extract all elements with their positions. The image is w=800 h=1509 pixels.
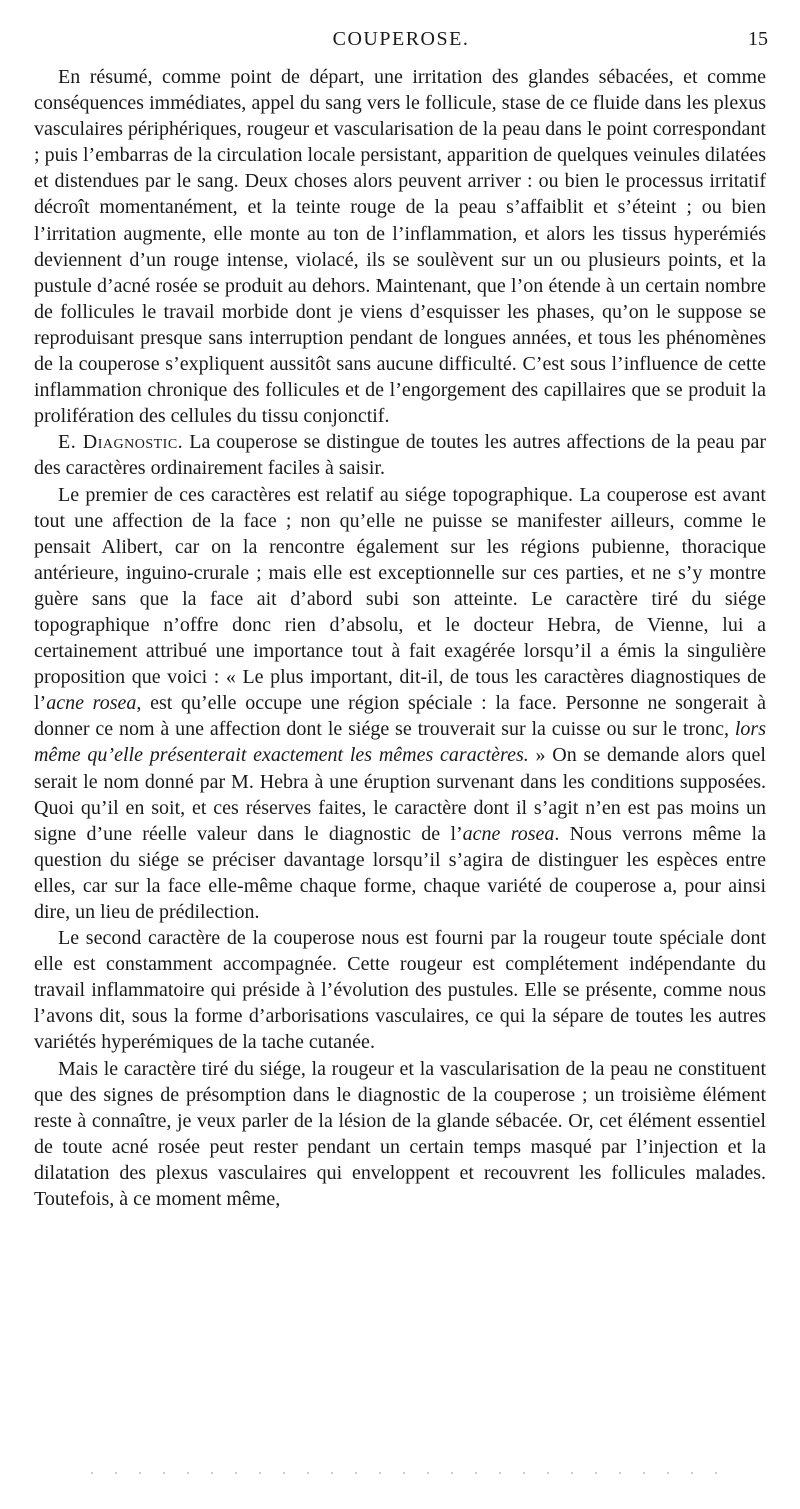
running-head: COUPEROSE.	[332, 28, 470, 50]
section-label: E. Diagnostic.	[58, 431, 184, 454]
italic-term: acne rosea	[46, 692, 137, 715]
paragraph-diagnostic	[34, 429, 766, 481]
page-number: 15	[748, 28, 768, 50]
paragraph-gland-lesion: Mais le caractère tiré du siége, la rougeur et la vascularisation de la peau ne constituent que des signes de présomption dans le diagnostic de la couperose ; un troisième élément reste à connaître, je veux parler de la lésion de la glande sébacée. Or, cet élément essentiel de toute acné rosée peut rester pendant un certain temps masqué par l’injection et la dilatation des plexus vasculaires qui enveloppent et recouvrent les follicules malades. Toutefois, à ce moment même,	[34, 1057, 766, 1211]
body-text	[34, 64, 766, 1212]
paragraph-text: . Nous verrons même la question du siége se préciser davantage lorsqu’il s’agira de distinguer les espèces entre elles, car sur la face elle-même chaque forme, chaque variété de couperose a, pour ainsi dire, un lieu de prédilection.	[34, 822, 766, 923]
scan-specks	[80, 1470, 720, 1476]
paragraph-redness: Le second caractère de la couperose nous est fourni par la rougeur toute spéciale dont elle est constamment accompagnée. Cette rougeur est complétement indépendante du travail inflammatoire qui préside à l’évolution des pustules. Elle se présente, comme nous l’avons dit, sous la forme d’arborisations vasculaires, ce qui la sépare de toutes les autres variétés hyperémiques de la tache cutanée.	[34, 927, 766, 1054]
page-header	[34, 28, 768, 58]
paragraph-text: Le premier de ces caractères est relatif au siége topographique. La couperose est avant tout une affection de la face ; non qu’elle ne puisse se manifester ailleurs, comme le pensait Alibert, car on la rencontre également sur les régions pubienne, thoracique antérieure, inguino-crurale ; mais elle est exceptionnelle sur ces parties, et ne s’y montre guère sans que la face ait d’abord subi son atteinte. Le caractère tiré du siége topographique n’offre donc rien d’absolu, et le docteur Hebra, de Vienne, lui a certainement attribué une importance tout à fait exagérée lorsqu’il a émis la singulière proposition que voici : « Le plus important, dit-il, de tous les caractères diagnostiques de l’	[34, 483, 766, 715]
italic-quote: lors même qu’elle présenterait exactement les mêmes caractères.	[34, 718, 766, 767]
paragraph-text: La couperose se distingue de toutes les autres affections de la peau par des caractères ordinairement faciles à saisir.	[34, 431, 766, 480]
paragraph-topographic	[34, 482, 766, 926]
paragraph-text: » On se demande alors quel serait le nom donné par M. Hebra à une éruption survenant dans les conditions supposées. Quoi qu’il en soit, et ces réserves faites, le caractère dont il s’agit n’en est pas moins un signe d’une réelle valeur dans le diagnostic de l’	[34, 744, 766, 845]
italic-term: acne rosea	[462, 822, 555, 845]
paragraph-text: , est qu’elle occupe une région spéciale : la face. Personne ne songerait à donner ce nom à une affection dont le siége se trouverait sur la cuisse ou sur le tronc,	[34, 692, 766, 741]
paragraph-summary: En résumé, comme point de départ, une irritation des glandes sébacées, et comme conséquences immédiates, appel du sang vers le follicule, stase de ce fluide dans les plexus vasculaires périphériques, rougeur et vascularisation de la peau dans le point correspondant ; puis l’embarras de la circulation locale persistant, apparition de quelques veinules dilatées et distendues par le sang. Deux choses alors peuvent arriver : ou bien le processus irritatif décroît momentanément, et la teinte rouge de la peau s’affaiblit et s’éteint ; ou bien l’irritation augmente, elle monte au ton de l’inflammation, et alors les tissus hyperémiés deviennent d’un rouge intense, violacé, ils se soulèvent sur un ou plusieurs points, et la pustule d’acné rosée se produit au dehors. Maintenant, que l’on étende à un certain nombre de follicules le travail morbide dont je viens d’esquisser les phases, qu’on le suppose se reproduisant presque sans interruption pendant de longues années, et tous les phénomènes de la couperose s’expliquent aussitôt sans aucune difficulté. C’est sous l’influence de cette inflammation chronique des follicules et de l’engorgement des capillaires que se produit la prolifération des cellules du tissu conjonctif.	[34, 66, 766, 428]
